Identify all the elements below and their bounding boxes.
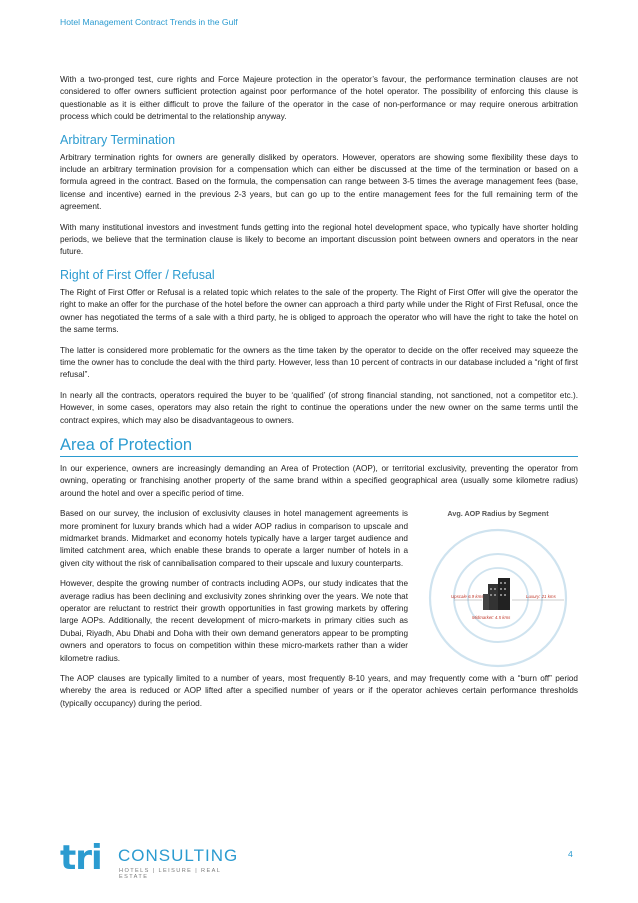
paragraph-aop-2: Based on our survey, the inclusion of exclusivity clauses in hotel management agreements is more prominent for luxury brands which had a wider AOP radius in comparison to upscale and midmarket brands. Midmarket and economy hotels typically have a larger target audience and limited catchment area, which enable these brands to operate a larger number of hotels in a given city without the risk of cannibalisation compared to their upscale and luxury counterparts.: [60, 509, 408, 568]
paragraph-aop-1: In our experience, owners are increasingly demanding an Area of Protection (AOP), or territorial exclusivity, preventing the operator from owning, operating or franchising another property of the same brand within a specified geographical area (usually some kilometre radius) around the hotel and over a specific period of time.: [60, 463, 578, 498]
logo-wordmark: CONSULTING: [118, 846, 239, 865]
paragraph-rofo-1: The Right of First Offer or Refusal is a related topic which relates to the sale of the property. The Right of First Offer will give the operator the right to make an offer for the purchase of the hotel before the owner can approach a third party while under the Right of First Refusal, once the owner has negotiated the terms of a sale with a third party, he is obliged to approach the operator who will have the right to take the hotel on the same terms.: [60, 287, 578, 335]
logo-tagline: HOTELS | LEISURE | REAL ESTATE: [119, 868, 222, 880]
tri-consulting-logo: [60, 838, 250, 886]
paragraph-rofo-2: The latter is considered more problematic for the owners as the time taken by the operator to decide on the offer received may squeeze the time the owner has to conclude the deal with the third party. However, less than 10 percent of contracts in our database included a “right of first refusal”.: [60, 345, 578, 380]
logo-mark: tri: [60, 838, 102, 878]
paragraph-aop-4: The AOP clauses are typically limited to a number of years, most frequently 8-10 years, and may frequently come with a “burn off” period whereby the area is reduced or AOP lifted after a specified number of years or if the operator achieves certain performance thresholds (typically occupancy) during the period.: [60, 674, 578, 708]
label-midmarket: Midmarket: 4.5 kms: [472, 615, 511, 621]
heading-arbitrary-termination: Arbitrary Termination: [60, 132, 176, 147]
aop-radius-figure: [418, 508, 578, 670]
paragraph-rofo-3: In nearly all the contracts, operators required the buyer to be ‘qualified’ (of strong financial standing, not sanctioned, not a competitor etc.). However, in some cases, operators may also retain the right to continue the operations under the new owner on the same terms until the contract expires, which may also be disadvantageous to owners.: [60, 390, 578, 425]
page-body: [60, 74, 578, 718]
figure-title: Avg. AOP Radius by Segment: [447, 509, 549, 519]
paragraph-arbitrary-1: Arbitrary termination rights for owners are generally disliked by operators. However, operators are showing some flexibility these days to include an arbitrary termination provision for a compensation which can either be discussed at the time of the termination or based on a formula agreed in the contract. Based on the formula, the compensation can range between 3-5 times the average management fees (base, license and incentive) earned in the previous 2-3 years, but can go up to the entire management fees for the full remaining term of the agreement.: [60, 152, 578, 212]
paragraph-arbitrary-2: With many institutional investors and investment funds getting into the regional hotel development space, who typically have shorter holding periods, we believe that the termination clause is likely to become an important discussion point between owners and operators in the near future.: [60, 222, 578, 257]
label-upscale: Upscale 6.9 kms: [451, 594, 484, 600]
heading-right-of-first-offer: Right of First Offer / Refusal: [60, 267, 215, 282]
paragraph-aop-3: However, despite the growing number of contracts including AOPs, our study indicates that the average radius has been declining and exclusivity zones shrinking over the years. We note that operator are reluctant to restrict their growth opportunities in fast growing markets by offering large AOPs. Additionally, the recent development of micro-markets in primary cities such as Dubai, Riyadh, Abu Dhabi and Doha with their own demand generators appear to be prompting owners and operators to focus on competition within these micro-markets rather than a wider kilometre radius.: [60, 579, 408, 663]
paragraph-intro: With a two-pronged test, cure rights and Force Majeure protection in the operator’s favour, the performance termination clauses are not considered to offer owners sufficient protection against poor performance of the hotel operator. The possibility of enforcing this clause is questionable as it is either difficult to prove the failure of the operator in the case of non-performance or may require onerous arbitration process which could be detrimental to the relationship anyway.: [60, 75, 578, 122]
running-title: Hotel Management Contract Trends in the Gulf: [60, 17, 238, 27]
page-number: 4: [568, 849, 573, 859]
heading-area-of-protection: Area of Protection: [60, 435, 578, 457]
hotel-building-icon: [483, 578, 510, 610]
aop-radius-diagram: [418, 508, 578, 670]
label-luxury: Luxury: 21 kms: [526, 594, 556, 600]
